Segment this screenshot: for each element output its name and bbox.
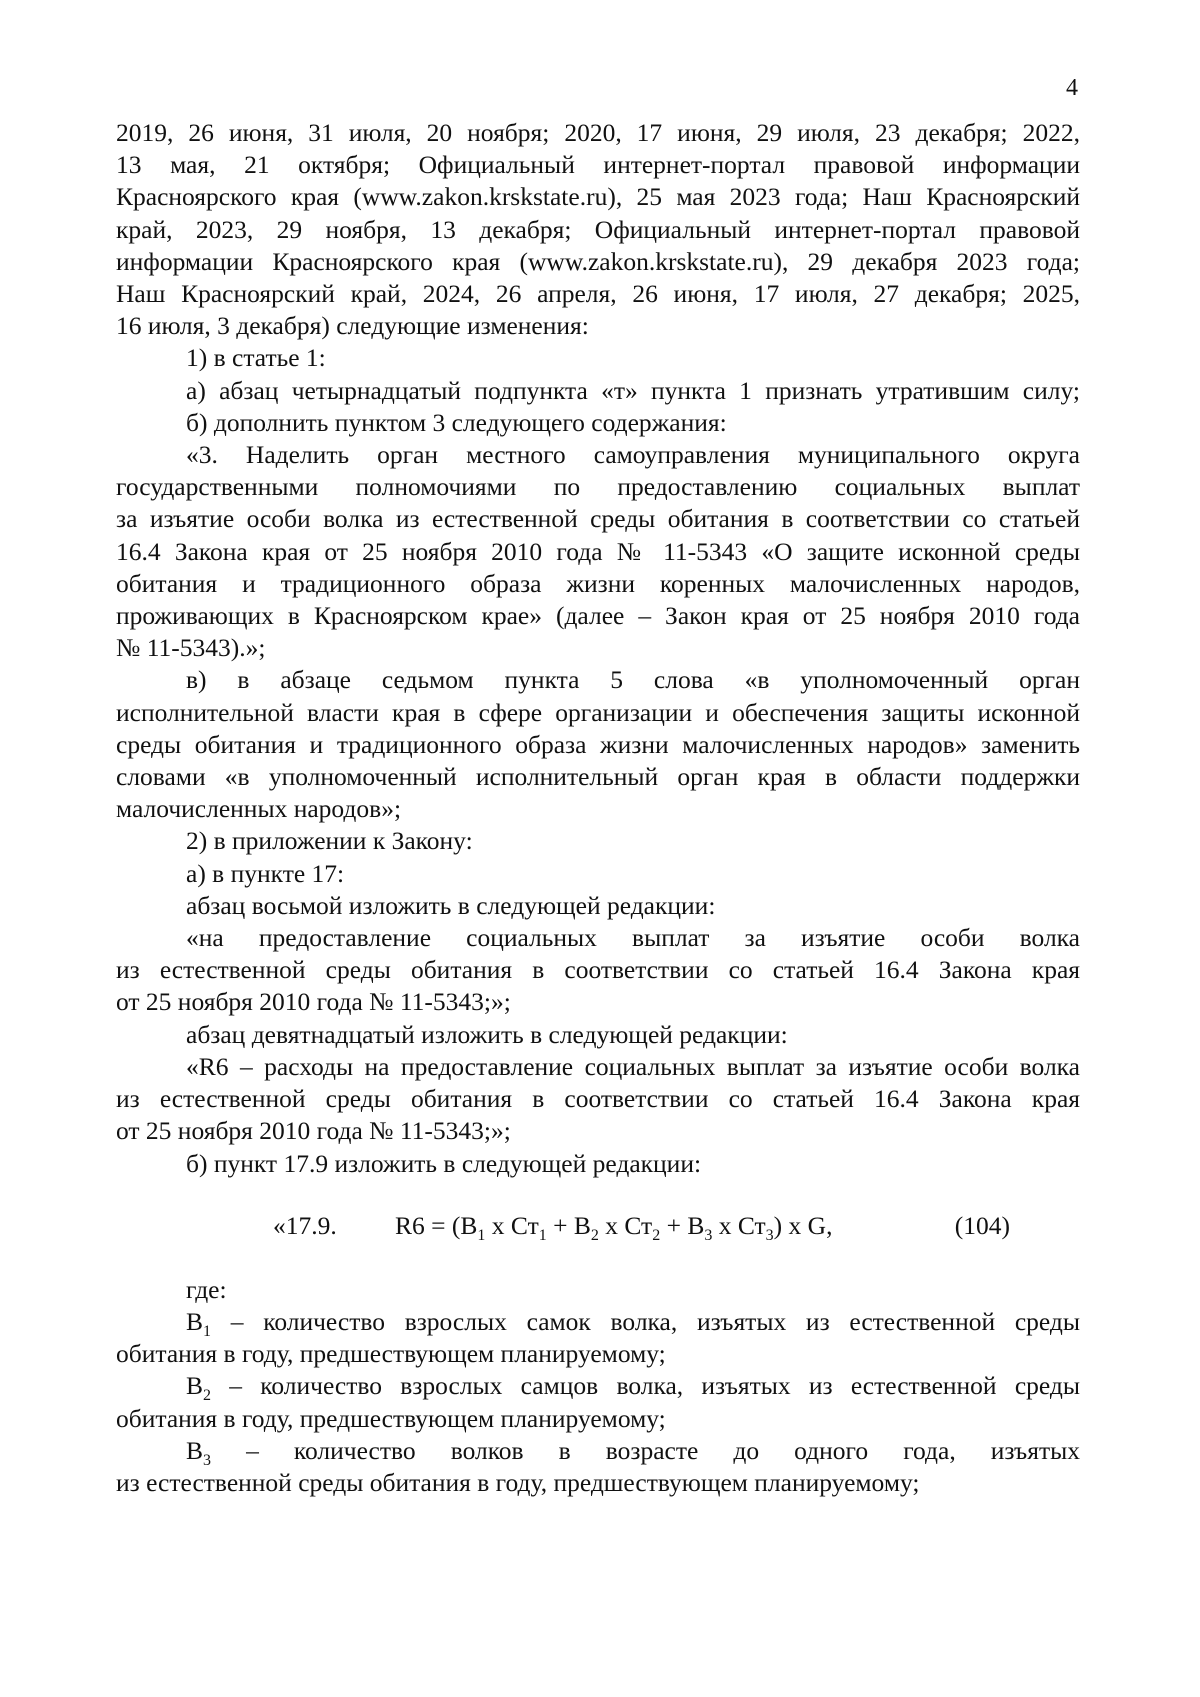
text-line: исполнительной власти края в сфере организации и обеспечения защиты исконной xyxy=(116,697,1080,727)
text-line: № 11-5343).»; xyxy=(116,633,266,663)
text-line: «на предоставление социальных выплат за изъятие особи волка xyxy=(186,923,1080,953)
text-line: Красноярского края (www.zakon.krskstate.ru), 25 мая 2023 года; Наш Красноярский xyxy=(116,182,1080,212)
text-line: государственными полномочиями по предоставлению социальных выплат xyxy=(116,472,1080,502)
text-line: обитания и традиционного образа жизни коренных малочисленных народов, xyxy=(116,568,1080,598)
text-block-before-formula xyxy=(116,117,1080,1180)
formula-number: (104) xyxy=(954,1210,1010,1240)
text-line: $В_2$ – количество взрослых самцов волка, изъятых из естественной среды xyxy=(186,1371,1080,1405)
text-line: из естественной среды обитания в соответствии со статьей 16.4 Закона края xyxy=(116,955,1080,985)
text-block-after-formula xyxy=(116,1274,1080,1499)
text-line: от 25 ноября 2010 года № 11-5343;»; xyxy=(116,987,511,1017)
text-line: 2) в приложении к Закону: xyxy=(186,826,473,856)
text-line: 16 июля, 3 декабря) следующие изменения: xyxy=(116,311,589,341)
text-line: за изъятие особи волка из естественной среды обитания в соответствии со статьей xyxy=(116,504,1080,534)
formula-label: «17.9. xyxy=(273,1210,337,1240)
text-line: «R6 – расходы на предоставление социальных выплат за изъятие особи волка xyxy=(186,1051,1080,1081)
text-line: из естественной среды обитания в соответствии со статьей 16.4 Закона края xyxy=(116,1084,1080,1114)
text-line: 13 мая, 21 октября; Официальный интернет-портал правовой информации xyxy=(116,150,1080,180)
text-line: $В_1$ – количество взрослых самок волка, изъятых из естественной среды xyxy=(186,1306,1080,1340)
text-line: край, 2023, 29 ноября, 13 декабря; Официальный интернет-портал правовой xyxy=(116,214,1080,244)
text-line: абзац восьмой изложить в следующей редакции: xyxy=(186,890,716,920)
text-line: 2019, 26 июня, 31 июля, 20 ноября; 2020, 17 июня, 29 июля, 23 декабря; 2022, xyxy=(116,118,1080,147)
text-line: малочисленных народов»; xyxy=(116,794,402,824)
page-number: 4 xyxy=(1066,75,1078,101)
text-line: «3. Наделить орган местного самоуправления муниципального округа xyxy=(186,440,1080,470)
text-line: обитания в году, предшествующем планируемому; xyxy=(116,1403,666,1433)
text-line: словами «в уполномоченный исполнительный орган края в области поддержки xyxy=(116,762,1080,792)
document-body xyxy=(116,117,1080,1499)
text-line: $В_3$ – количество волков в возрасте до одного года, изъятых xyxy=(186,1435,1080,1469)
text-line: б) дополнить пунктом 3 следующего содержания: xyxy=(186,407,727,437)
text-line: а) абзац четырнадцатый подпункта «т» пункта 1 признать утратившим силу; xyxy=(186,375,1080,405)
text-line: б) пункт 17.9 изложить в следующей редакции: xyxy=(186,1148,702,1178)
text-line: 1) в статье 1: xyxy=(186,343,326,373)
text-line: абзац девятнадцатый изложить в следующей редакции: xyxy=(186,1019,788,1049)
text-line: среды обитания и традиционного образа жизни малочисленных народов» заменить xyxy=(116,729,1080,759)
text-line: Наш Красноярский край, 2024, 26 апреля, 26 июня, 17 июля, 27 декабря; 2025, xyxy=(116,279,1080,309)
text-line: где: xyxy=(186,1274,227,1304)
text-line: проживающих в Красноярском крае» (далее – Закон края от 25 ноября 2010 года xyxy=(116,601,1080,631)
text-line: в) в абзаце седьмом пункта 5 слова «в уполномоченный орган xyxy=(186,665,1080,695)
text-line: а) в пункте 17: xyxy=(186,858,345,888)
text-line: информации Красноярского края (www.zakon.krskstate.ru), 29 декабря 2023 года; xyxy=(116,246,1080,276)
text-line: 16.4 Закона края от 25 ноября 2010 года № 11-5343 «О защите исконной среды xyxy=(116,536,1080,566)
formula-expression: $R6 = (В_1$ х $Ст_1 + В_2$ х $Ст_2 + В_3$ х $Ст_3$) х G, xyxy=(395,1210,833,1244)
text-line: от 25 ноября 2010 года № 11-5343;»; xyxy=(116,1116,511,1146)
text-line: из естественной среды обитания в году, предшествующем планируемому; xyxy=(116,1467,920,1497)
text-line: обитания в году, предшествующем планируемому; xyxy=(116,1339,666,1369)
formula-17-9 xyxy=(116,1210,1080,1242)
